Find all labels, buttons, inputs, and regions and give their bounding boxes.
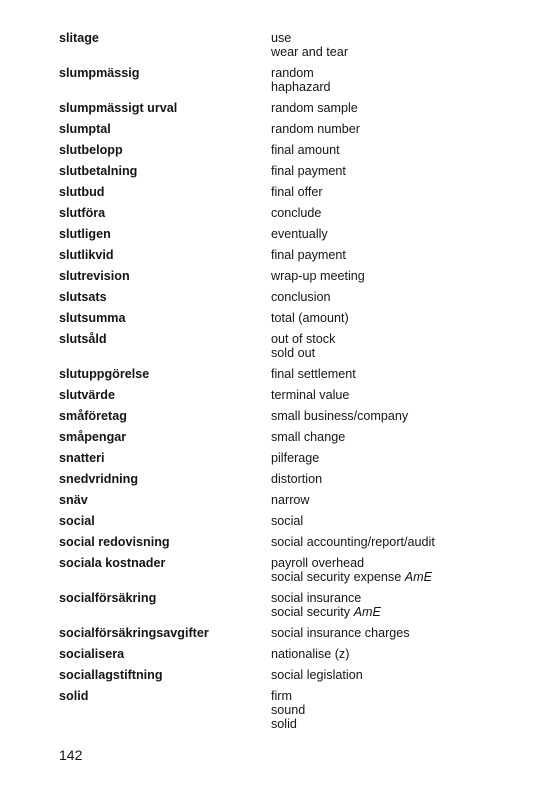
translation-line (271, 122, 360, 136)
translation-line (271, 409, 408, 423)
entry-translations (271, 206, 321, 220)
entry-translations (271, 248, 346, 262)
translation-text: random sample (271, 101, 358, 115)
entry-term: slutligen (59, 227, 111, 241)
entry-term: slumptal (59, 122, 111, 136)
entry-term: slutuppgörelse (59, 367, 150, 381)
entry-term: småföretag (59, 409, 127, 423)
translation-line (271, 164, 346, 178)
translation-line (271, 647, 349, 661)
translation-line (271, 290, 331, 304)
entry-translations (271, 409, 408, 423)
translation-line (271, 332, 335, 346)
translation-line (271, 626, 410, 640)
translation-line (271, 227, 328, 241)
translation-line (271, 66, 331, 80)
entry-term: slutrevision (59, 269, 130, 283)
translation-text: use (271, 31, 292, 45)
translation-text: random (271, 66, 314, 80)
entry-term: socialförsäkringsavgifter (59, 626, 209, 640)
entry-term: slutbetalning (59, 164, 138, 178)
entry-translations (271, 647, 349, 661)
translation-line (271, 101, 358, 115)
translation-text: sound (271, 703, 306, 717)
translation-line (271, 388, 349, 402)
translation-text: random number (271, 122, 360, 136)
translation-text: final offer (271, 185, 323, 199)
entry-translations (271, 451, 319, 465)
entry-term: solid (59, 689, 89, 703)
translation-line (271, 717, 305, 731)
translation-line (271, 346, 335, 360)
entry-term: sociala kostnader (59, 556, 166, 570)
entry-translations (271, 66, 331, 94)
translation-text: firm (271, 689, 292, 703)
entry-translations (271, 31, 348, 59)
entry-translations (271, 269, 365, 283)
translation-text: eventually (271, 227, 328, 241)
translation-line (271, 248, 346, 262)
entry-term: slutbelopp (59, 143, 123, 157)
translation-line (271, 689, 305, 703)
entry-term: slutvärde (59, 388, 115, 402)
entry-translations (271, 668, 363, 682)
translation-text: social accounting/report/audit (271, 535, 435, 549)
translation-text: pilferage (271, 451, 320, 465)
entry-translations (271, 367, 356, 381)
entry-term: sociallagstiftning (59, 668, 163, 682)
translation-text: small business/company (271, 409, 409, 423)
translation-text: final payment (271, 248, 346, 262)
translation-text: payroll overhead (271, 556, 365, 570)
translation-line (271, 206, 321, 220)
translation-text: conclusion (271, 290, 331, 304)
translation-text: social security (271, 605, 351, 619)
translation-text: total (amount) (271, 311, 349, 325)
usage-qualifier: AmE (353, 605, 381, 619)
entry-translations (271, 290, 331, 304)
translation-line (271, 143, 340, 157)
translation-line (271, 605, 381, 619)
entry-term: slutbud (59, 185, 105, 199)
entry-translations (271, 143, 340, 157)
translation-text: out of stock (271, 332, 336, 346)
translation-line (271, 31, 348, 45)
translation-line (271, 535, 435, 549)
entry-term: social redovisning (59, 535, 170, 549)
entry-term: slumpmässig (59, 66, 140, 80)
translation-line (271, 493, 310, 507)
translation-line (271, 185, 323, 199)
entry-term: slitage (59, 31, 99, 45)
entry-translations (271, 122, 360, 136)
translation-text: solid (271, 717, 297, 731)
translation-line (271, 451, 319, 465)
entry-term: snatteri (59, 451, 105, 465)
entry-translations (271, 591, 381, 619)
entry-term: slutlikvid (59, 248, 114, 262)
entry-translations (271, 388, 349, 402)
translation-text: final payment (271, 164, 346, 178)
translation-text: final amount (271, 143, 340, 157)
translation-text: social insurance (271, 591, 362, 605)
translation-text: nationalise (z) (271, 647, 350, 661)
entry-term: snedvridning (59, 472, 139, 486)
entry-term: socialisera (59, 647, 125, 661)
usage-qualifier: AmE (404, 570, 432, 584)
translation-text: social (271, 514, 304, 528)
entry-translations (271, 626, 410, 640)
translation-text: distortion (271, 472, 323, 486)
entry-translations (271, 430, 345, 444)
translation-line (271, 570, 432, 584)
translation-line (271, 80, 331, 94)
translation-text: social insurance charges (271, 626, 410, 640)
entry-term: slutsåld (59, 332, 107, 346)
entry-translations (271, 164, 346, 178)
translation-text: wear and tear (271, 45, 349, 59)
translation-line (271, 367, 356, 381)
entry-term: socialförsäkring (59, 591, 157, 605)
entry-translations (271, 227, 328, 241)
entry-translations (271, 689, 305, 731)
translation-text: narrow (271, 493, 310, 507)
entry-term: snäv (59, 493, 88, 507)
translation-text: social security expense (271, 570, 402, 584)
translation-line (271, 311, 349, 325)
entry-translations (271, 101, 358, 115)
translation-line (271, 45, 348, 59)
translation-text: wrap-up meeting (271, 269, 365, 283)
translation-text: sold out (271, 346, 316, 360)
entry-translations (271, 472, 322, 486)
translation-text: conclude (271, 206, 322, 220)
entry-term: småpengar (59, 430, 127, 444)
translation-text: terminal value (271, 388, 350, 402)
translation-text: small change (271, 430, 346, 444)
entry-translations (271, 185, 323, 199)
entry-translations (271, 493, 310, 507)
translation-text: social legislation (271, 668, 363, 682)
entry-translations (271, 332, 335, 360)
translation-line (271, 269, 365, 283)
translation-line (271, 668, 363, 682)
translation-line (271, 472, 322, 486)
translation-text: final settlement (271, 367, 356, 381)
entry-term: slutsumma (59, 311, 126, 325)
translation-line (271, 556, 432, 570)
entry-translations (271, 556, 432, 584)
entry-term: slutsats (59, 290, 107, 304)
entry-term: slumpmässigt urval (59, 101, 178, 115)
entry-term: social (59, 514, 95, 528)
entry-translations (271, 514, 303, 528)
translation-line (271, 703, 305, 717)
translation-line (271, 430, 345, 444)
entry-translations (271, 535, 435, 549)
entry-translations (271, 311, 349, 325)
entry-term: slutföra (59, 206, 106, 220)
translation-text: haphazard (271, 80, 331, 94)
translation-line (271, 591, 381, 605)
translation-line (271, 514, 303, 528)
page-number: 142 (59, 747, 83, 763)
